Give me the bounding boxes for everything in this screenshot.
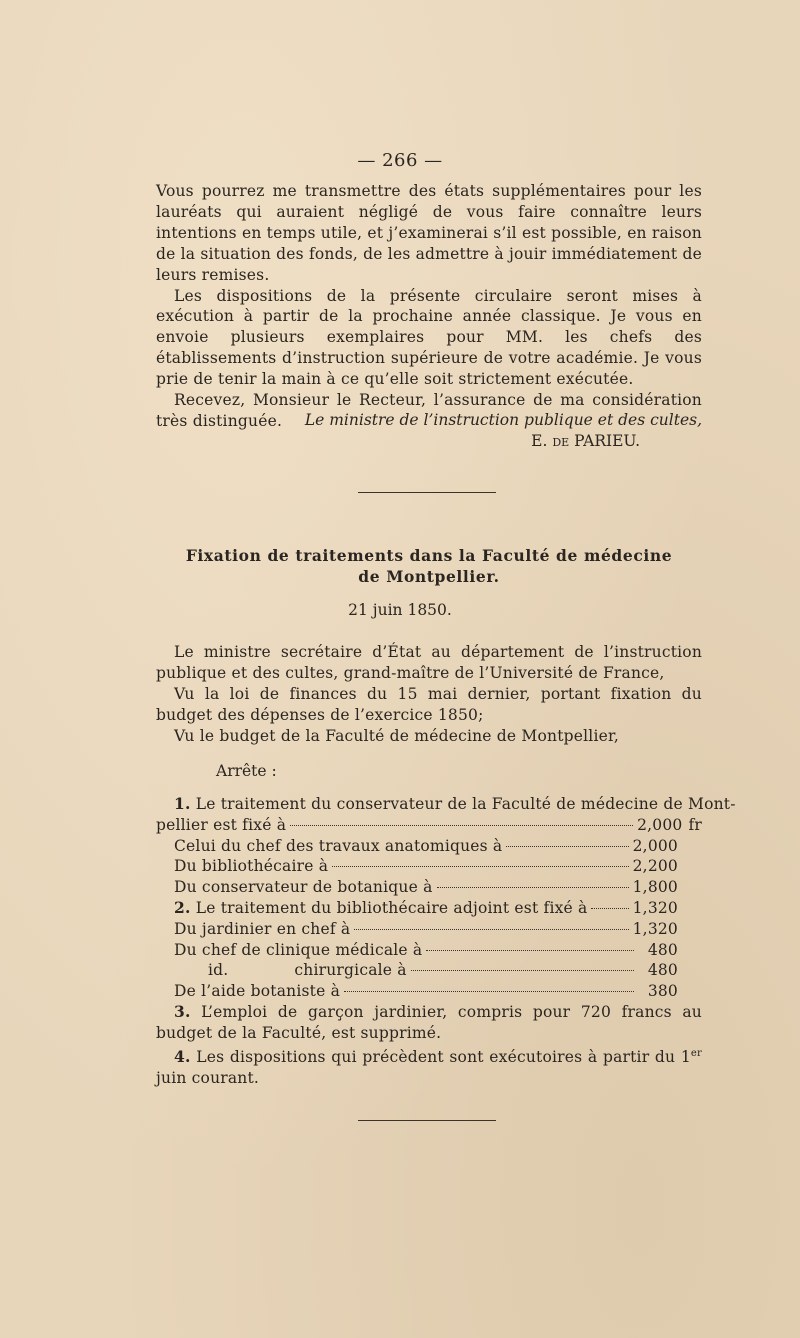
- signature-name: [156, 431, 702, 452]
- salary-amount: 1,800: [632, 878, 678, 897]
- salary-amount: 2,000: [637, 815, 683, 834]
- bottom-rule: [358, 1120, 496, 1121]
- salary-amount: 1,320: [632, 898, 678, 917]
- preamble-paragraph-1: Le ministre secrétaire d’État au département de l’instruction publique et des cultes, grand-maître de l’Université de France,: [156, 643, 702, 682]
- salary-label-id: id.: [208, 961, 229, 980]
- letter-paragraph-2: Les dispositions de la présente circulaire seront mises à exécution à partir de la prochaine année classique. Je vous en envoie plusieurs exemplaires pour MM. les chefs des établissements d’instruction supérieure de votre académie. Je vous prie de tenir la main à ce qu’elle soit strictement exécutée.: [156, 286, 702, 389]
- salary-row: [156, 919, 702, 940]
- article-4-number: 4.: [174, 1046, 191, 1066]
- article-2-number: 2.: [174, 897, 191, 917]
- salary-label-rest: chirurgicale à: [294, 961, 407, 980]
- salary-row: [156, 877, 702, 898]
- salary-row: [156, 940, 702, 961]
- article-4: [156, 1044, 702, 1089]
- salary-row: [156, 960, 702, 981]
- salary-row: [156, 836, 702, 857]
- salary-label: pellier est fixé à: [156, 815, 287, 834]
- preamble-paragraph-3: Vu le budget de la Faculté de médecine de Montpellier,: [174, 726, 620, 745]
- article-1-text: [156, 794, 736, 815]
- salary-label: Du conservateur de botanique à: [174, 878, 433, 897]
- leader-dots: [411, 970, 634, 971]
- leader-dots: [344, 991, 634, 992]
- leader-dots: [354, 929, 628, 930]
- leader-dots: [426, 950, 634, 951]
- salary-amount: 480: [647, 940, 678, 959]
- signature-title: Le ministre de l’instruction publique et des cultes,: [304, 411, 702, 429]
- salary-label: Du chef de clinique médicale à: [174, 940, 423, 959]
- separator-rule: [358, 492, 496, 493]
- salary-label: Celui du chef des travaux anatomiques à: [174, 836, 503, 855]
- letter-body: [156, 181, 702, 432]
- salary-amount: 2,200: [632, 857, 678, 876]
- signature-prefix: E. de: [531, 432, 570, 450]
- leader-dots: [506, 846, 628, 847]
- article-1-line: [156, 794, 736, 815]
- article-1-number: 1.: [174, 794, 191, 813]
- leader-dots: [591, 908, 628, 909]
- article-4-body-end: juin courant.: [156, 1068, 260, 1087]
- salary-label: [156, 960, 407, 981]
- salary-row: [156, 898, 702, 919]
- salary-amount: 380: [647, 982, 678, 1001]
- salary-label: Du bibliothécaire à: [174, 857, 329, 876]
- salary-row: [156, 981, 702, 1002]
- salary-label: De l’aide botaniste à: [174, 982, 341, 1001]
- article-3: [156, 1002, 702, 1044]
- salary-label: Le traitement du bibliothécaire adjoint est fixé à: [195, 898, 588, 917]
- salary-amount: 1,320: [632, 919, 678, 938]
- salary-amount: 2,000: [632, 836, 678, 855]
- letter-paragraph-3: Recevez, Monsieur le Recteur, l’assurance de ma considération très distinguée.: [156, 391, 702, 430]
- page-number: — 266 —: [357, 150, 443, 171]
- decree-date: 21 juin 1850.: [348, 601, 452, 619]
- article-3-body: L’emploi de garçon jardinier, compris pour 720 francs au budget de la Faculté, est supprimé.: [156, 1002, 702, 1042]
- article-1-body: Le traitement du conservateur de la Faculté de médecine de Mont-: [195, 795, 736, 813]
- article-4-body: Les dispositions qui précèdent sont exécutoires à partir du 1: [196, 1047, 691, 1066]
- article-4-superscript: er: [690, 1047, 702, 1059]
- salary-unit: fr: [688, 815, 702, 834]
- letter-paragraph-1: Vous pourrez me transmettre des états supplémentaires pour les lauréats qui auraient négligé de vous faire connaître leurs intentions en temps utile, et j’examinerai s’il est possible, en raison de la situation des fonds, de les admettre à jouir immédiatement de leurs remises.: [156, 182, 702, 284]
- article-2-text: [156, 898, 587, 919]
- leader-dots: [437, 887, 629, 888]
- leader-dots: [290, 825, 633, 826]
- preamble-paragraph-2: Vu la loi de finances du 15 mai dernier, portant fixation du budget des dépenses de l’exercice 1850;: [156, 684, 702, 724]
- signature-surname: PARIEU.: [574, 432, 640, 450]
- leader-dots: [332, 866, 628, 867]
- decree-title-line-2: de Montpellier.: [358, 567, 500, 586]
- salary-amount: 480: [647, 961, 678, 980]
- arrete-label: Arrête :: [216, 762, 277, 780]
- salary-row: [156, 856, 702, 877]
- salary-row: [156, 815, 702, 836]
- decree-title-line-1: Fixation de traitements dans la Faculté de médecine: [185, 546, 673, 565]
- salary-label: Du jardinier en chef à: [174, 919, 351, 938]
- article-3-number: 3.: [174, 1001, 191, 1021]
- decree-articles: [156, 794, 736, 1089]
- decree-preamble: [156, 642, 702, 747]
